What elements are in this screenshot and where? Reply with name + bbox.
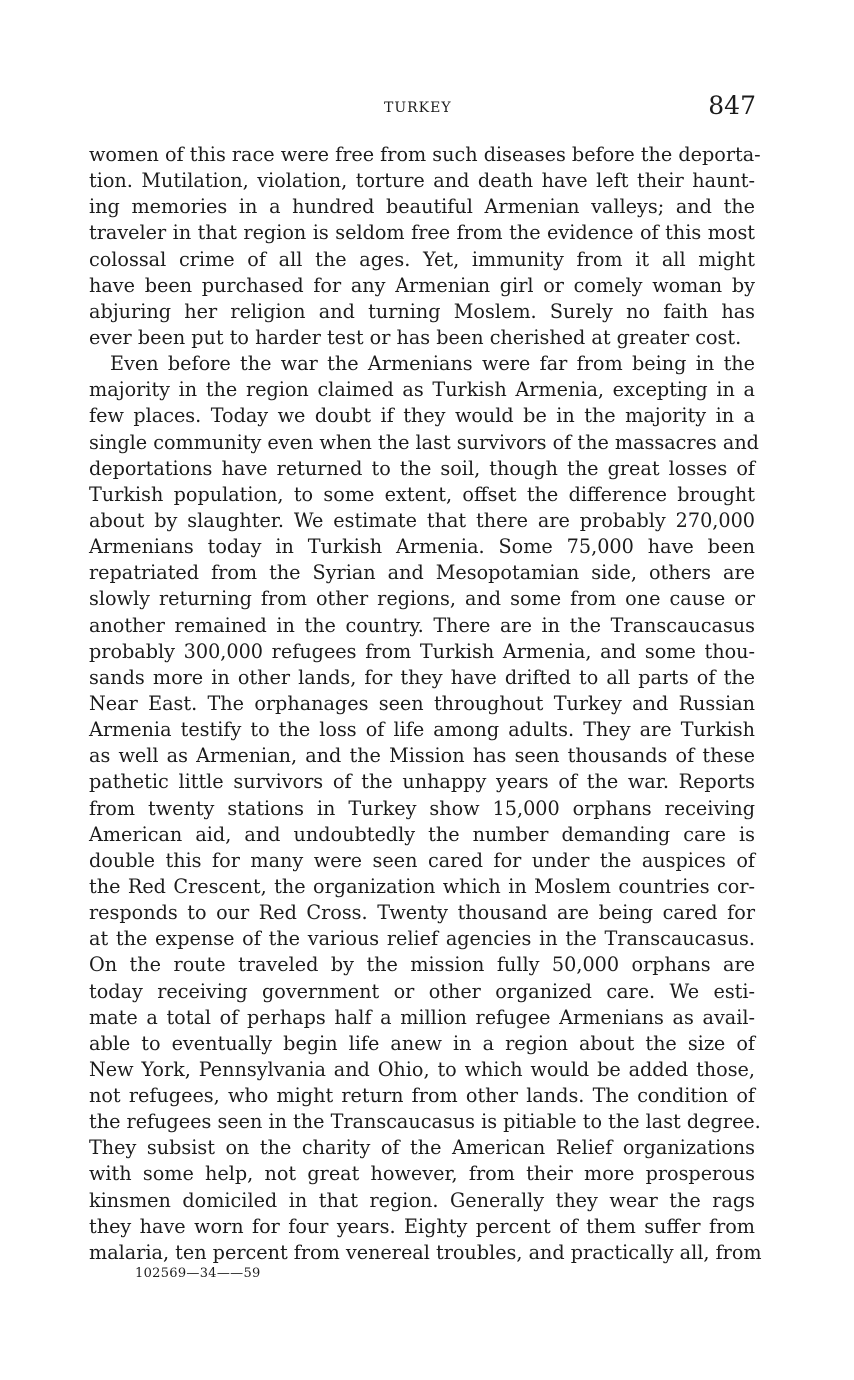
text-line: colossal crime of all the ages. Yet, immunity from it all might bbox=[89, 247, 755, 271]
text-line: American aid, and undoubtedly the number demanding care is bbox=[89, 822, 755, 846]
text-line: deportations have returned to the soil, though the great losses of bbox=[89, 456, 755, 480]
text-line: ing memories in a hundred beautiful Armenian valleys; and the bbox=[89, 195, 755, 219]
text-line: mate a total of perhaps half a million refugee Armenians as avail- bbox=[89, 1005, 755, 1029]
text-line: at the expense of the various relief agencies in the Transcaucasus. bbox=[89, 927, 755, 951]
text-line: women of this race were free from such diseases before the deporta- bbox=[89, 143, 761, 166]
text-line: traveler in that region is seldom free from the evidence of this most bbox=[89, 221, 755, 245]
printer-signature-mark: 102569—34——59 bbox=[135, 1266, 261, 1281]
page-number: 847 bbox=[708, 91, 756, 120]
paragraph-start-line: Even before the war the Armenians were far from being in the bbox=[110, 352, 755, 376]
text-line: from twenty stations in Turkey show 15,000 orphans receiving bbox=[89, 796, 755, 820]
text-line: responds to our Red Cross. Twenty thousand are being cared for bbox=[89, 901, 755, 925]
text-line: They subsist on the charity of the American Relief organizations bbox=[89, 1136, 755, 1160]
text-line: sands more in other lands, for they have drifted to all parts of the bbox=[89, 665, 755, 689]
text-line: On the route traveled by the mission fully 50,000 orphans are bbox=[89, 953, 755, 977]
text-line: with some help, not great however, from their more prosperous bbox=[89, 1162, 755, 1186]
paragraph-end-line: ever been put to harder test or has been cherished at greater cost. bbox=[89, 325, 742, 349]
text-line: repatriated from the Syrian and Mesopotamian side, others are bbox=[89, 561, 755, 585]
running-head bbox=[0, 0, 854, 130]
text-line: have been purchased for any Armenian girl or comely woman by bbox=[89, 273, 755, 297]
text-line: not refugees, who might return from other lands. The condition of bbox=[89, 1084, 755, 1108]
text-line: able to eventually begin life anew in a region about the size of bbox=[89, 1031, 755, 1055]
text-line: Armenia testify to the loss of life among adults. They are Turkish bbox=[89, 718, 755, 742]
text-line: few places. Today we doubt if they would be in the majority in a bbox=[89, 404, 755, 428]
text-line: probably 300,000 refugees from Turkish Armenia, and some thou- bbox=[89, 639, 755, 663]
text-line: slowly returning from other regions, and some from one cause or bbox=[89, 587, 755, 611]
text-line: double this for many were seen cared for under the auspices of bbox=[89, 848, 755, 872]
text-line: they have worn for four years. Eighty percent of them suffer from bbox=[89, 1214, 755, 1238]
text-line: today receiving government or other organized care. We esti- bbox=[89, 979, 755, 1003]
text-line: about by slaughter. We estimate that there are probably 270,000 bbox=[89, 508, 755, 532]
text-line: tion. Mutilation, violation, torture and death have left their haunt- bbox=[89, 169, 755, 193]
text-line: Near East. The orphanages seen throughout Turkey and Russian bbox=[89, 691, 755, 715]
text-line: malaria, ten percent from venereal troubles, and practically all, from bbox=[89, 1240, 762, 1264]
text-line: pathetic little survivors of the unhappy years of the war. Reports bbox=[89, 770, 755, 794]
text-line: single community even when the last survivors of the massacres and bbox=[89, 430, 759, 454]
text-line: the Red Crescent, the organization which in Moslem countries cor- bbox=[89, 874, 755, 898]
text-line: as well as Armenian, and the Mission has seen thousands of these bbox=[89, 744, 755, 768]
text-line: majority in the region claimed as Turkish Armenia, excepting in a bbox=[89, 378, 755, 402]
body-text bbox=[89, 142, 762, 1266]
text-line: Armenians today in Turkish Armenia. Some 75,000 have been bbox=[89, 535, 755, 559]
text-line: Turkish population, to some extent, offset the difference brought bbox=[89, 482, 755, 506]
text-line: New York, Pennsylvania and Ohio, to which would be added those, bbox=[89, 1057, 755, 1081]
text-line: the refugees seen in the Transcaucasus is pitiable to the last degree. bbox=[89, 1110, 761, 1134]
text-line: kinsmen domiciled in that region. Generally they wear the rags bbox=[89, 1188, 755, 1212]
text-line: abjuring her religion and turning Moslem. Surely no faith has bbox=[89, 299, 755, 323]
running-head-title: TURKEY bbox=[384, 100, 452, 116]
text-line: another remained in the country. There are in the Transcaucasus bbox=[89, 613, 755, 637]
